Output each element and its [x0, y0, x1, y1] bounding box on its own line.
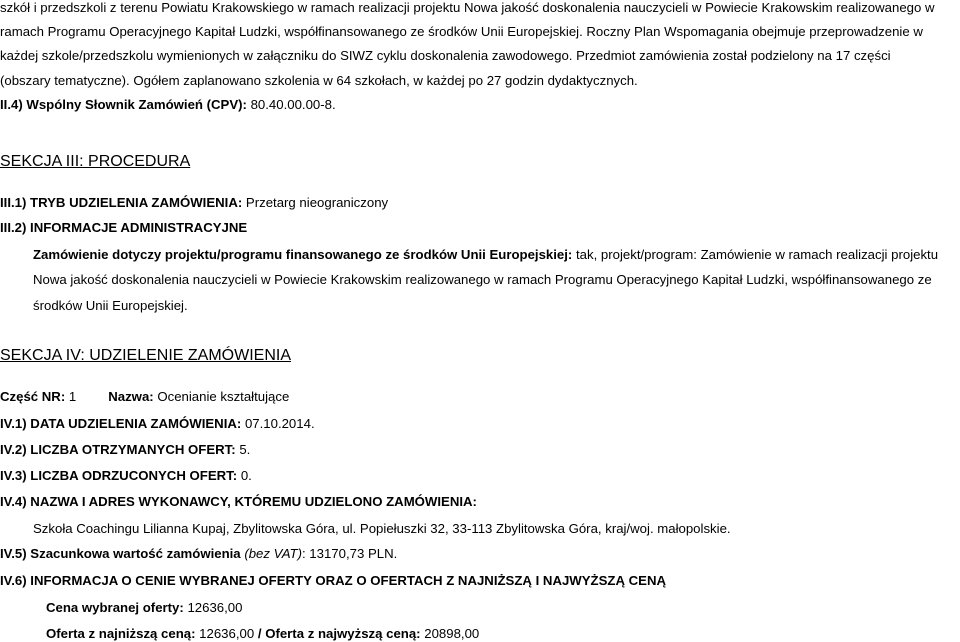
offers-value: 5.: [239, 442, 251, 457]
part-label: Część NR:: [0, 389, 69, 404]
part-line: [0, 389, 289, 405]
price-range-line: [46, 626, 479, 642]
rejected-label: IV.3) LICZBA ODRZUCONYCH OFERT:: [0, 468, 241, 483]
eu-line-1: [33, 247, 938, 263]
tryb-value: Przetarg nieograniczony: [245, 195, 389, 210]
intro-line-1: szkół i przedszkoli z terenu Powiatu Krakowskiego w ramach realizacji projektu Nowa jakość doskonalenia nauczycieli w Powiecie Krakowskim realizowanego w: [0, 0, 935, 15]
highest-price-value: 20898,00: [424, 626, 480, 641]
cpv-label: II.4) Wspólny Słownik Zamówień (CPV):: [0, 97, 251, 112]
contractor-heading: IV.4) NAZWA I ADRES WYKONAWCY, KTÓREMU UDZIELONO ZAMÓWIENIA:: [0, 494, 477, 509]
rejected-value: 0.: [240, 468, 252, 483]
section-3-heading: SEKCJA III: PROCEDURA: [0, 153, 191, 170]
lowest-price-label: Oferta z najniższą ceną:: [46, 626, 200, 641]
lowest-price-value: 12636,00: [199, 626, 255, 641]
eu-line-2: Nowa jakość doskonalenia nauczycieli w Powiecie Krakowskim realizowanego w ramach Programu Operacyjnego Kapitał Ludzki, współfinansowanego ze: [33, 272, 932, 287]
chosen-price-line: [46, 600, 242, 616]
estimate-value: : 13170,73 PLN.: [301, 546, 398, 561]
name-value: Ocenianie kształtujące: [157, 389, 290, 404]
offers-label: IV.2) LICZBA OTRZYMANYCH OFERT:: [0, 442, 240, 457]
cpv-line: [0, 97, 336, 113]
tryb-label: III.1) TRYB UDZIELENIA ZAMÓWIENIA:: [0, 195, 246, 210]
estimate-note: (bez VAT): [244, 546, 302, 561]
intro-line-2: ramach Programu Operacyjnego Kapitał Ludzki, współfinansowanego ze środków Unii Europejskiej. Roczny Plan Wspomagania obejmuje przeprowadzenie w: [0, 24, 923, 39]
date-label: IV.1) DATA UDZIELENIA ZAMÓWIENIA:: [0, 416, 245, 431]
intro-line-4: (obszary tematyczne). Ogółem zaplanowano szkolenia w 64 szkołach, w każdej po 27 godzin dydaktycznych.: [0, 73, 638, 88]
part-number: 1: [68, 389, 77, 404]
contractor-value: Szkoła Coachingu Lilianna Kupaj, Zbylitowska Góra, ul. Popiełuszki 32, 33-113 Zbylitowska Góra, kraj/woj. małopolskie.: [33, 521, 731, 536]
highest-price-label: Oferta z najwyższą ceną:: [265, 626, 425, 641]
chosen-price-label: Cena wybranej oferty:: [46, 600, 188, 615]
chosen-price-value: 12636,00: [187, 600, 243, 615]
offers-line: [0, 442, 250, 458]
estimate-line: [0, 546, 397, 562]
tryb-line: [0, 195, 388, 211]
section-4-heading: SEKCJA IV: UDZIELENIE ZAMÓWIENIA: [0, 347, 292, 364]
eu-label: Zamówienie dotyczy projektu/programu finansowanego ze środków Unii Europejskiej:: [33, 247, 576, 262]
rejected-line: [0, 468, 252, 484]
name-label: Nazwa:: [108, 389, 158, 404]
price-separator: /: [254, 626, 266, 641]
date-value: 07.10.2014.: [244, 416, 315, 431]
estimate-label: IV.5) Szacunkowa wartość zamówienia: [0, 546, 245, 561]
eu-line-3: środków Unii Europejskiej.: [33, 298, 188, 313]
eu-value-1: tak, projekt/program: Zamówienie w ramach realizacji projektu: [575, 247, 939, 262]
admin-info-heading: III.2) INFORMACJE ADMINISTRACYJNE: [0, 220, 248, 235]
price-heading: IV.6) INFORMACJA O CENIE WYBRANEJ OFERTY ORAZ O OFERTACH Z NAJNIŻSZĄ I NAJWYŻSZĄ CENĄ: [0, 573, 667, 588]
cpv-value: 80.40.00.00-8.: [250, 97, 336, 112]
intro-line-3: każdej szkole/przedszkolu wymienionych w załączniku do SIWZ cyklu doskonalenia zawodowego. Przedmiot zamówienia został podzielony na 17 części: [0, 48, 891, 63]
date-line: [0, 416, 315, 432]
